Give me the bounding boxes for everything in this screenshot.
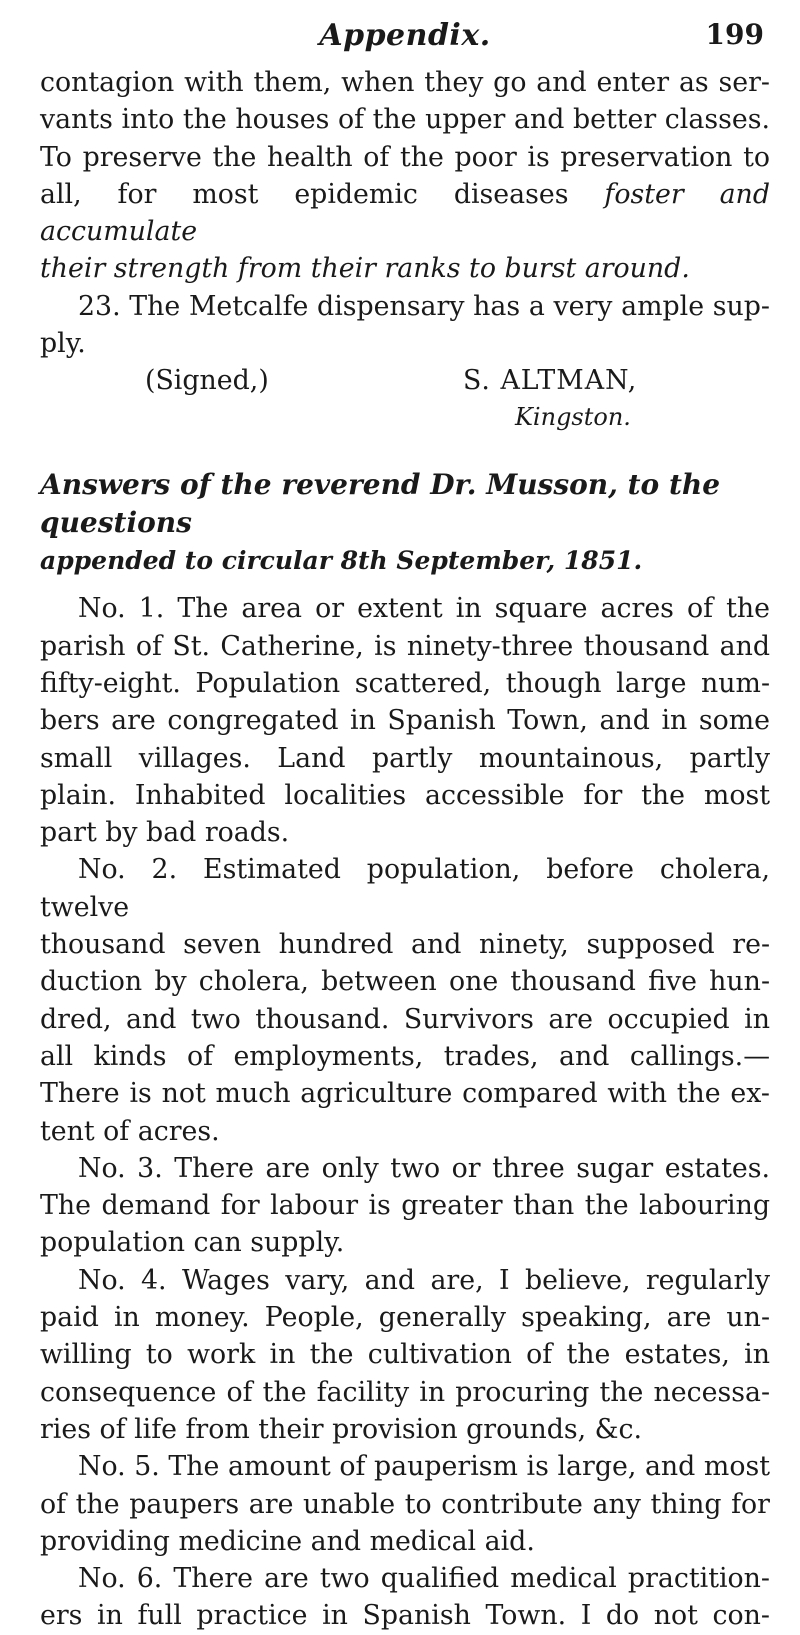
text-line: dred, and two thousand. Survivors are occupied in	[40, 1003, 770, 1035]
signatory-name: S. ALTMAN,	[463, 365, 638, 397]
text-line: No. 3. There are only two or three sugar estates.	[78, 1152, 770, 1184]
text-line: small villages. Land partly mountainous, partly	[40, 742, 770, 774]
section-heading	[40, 466, 770, 580]
heading-line: appended to circular 8th September, 1851.	[40, 546, 643, 576]
heading-line: Answers of the reverend Dr. Musson, to the questions	[40, 468, 721, 540]
text-line: No. 6. There are two qualified medical practition-	[78, 1563, 770, 1595]
text-line: fifty-eight. Population scattered, though large num-	[40, 667, 770, 699]
text-line: thousand seven hundred and ninety, supposed re-	[40, 929, 770, 961]
running-head	[40, 18, 770, 64]
signature-place-line	[40, 400, 770, 440]
text-line: contagion with them, when they go and enter as ser-	[40, 67, 770, 98]
text-line: duction by cholera, between one thousand five hun-	[40, 966, 770, 998]
text-line: their strength from their ranks to burst around.	[40, 253, 690, 285]
text-line: bers are congregated in Spanish Town, and in some	[40, 705, 770, 737]
text-run: all, for most epidemic diseases	[40, 178, 569, 210]
text-line: consequence of the facility in procuring the necessa-	[40, 1376, 770, 1408]
page-number: 199	[705, 18, 764, 51]
text-line: There is not much agriculture compared with the ex-	[40, 1078, 770, 1110]
answer-3	[40, 1150, 770, 1262]
answer-4	[40, 1262, 770, 1448]
text-line: ply.	[40, 328, 86, 360]
signed-label: (Signed,)	[145, 365, 269, 397]
intro-paragraph	[40, 64, 770, 288]
text-line: vants into the houses of the upper and better classes.	[40, 104, 770, 136]
text-line: all kinds of employments, trades, and callings.—	[40, 1040, 770, 1072]
running-title: Appendix.	[319, 18, 491, 53]
answer-1	[40, 590, 770, 851]
text-line: paid in money. People, generally speaking, are un-	[40, 1302, 770, 1334]
text-line: providing medicine and medical aid.	[40, 1525, 535, 1557]
document-page	[40, 18, 770, 1635]
text-line: part by bad roads.	[40, 817, 290, 849]
text-line: parish of St. Catherine, is ninety-three thousand and	[40, 630, 770, 662]
item-23	[40, 288, 770, 363]
signature-block	[40, 362, 770, 440]
text-line: ries of life from their provision grounds, &c.	[40, 1413, 643, 1445]
text-line: No. 5. The amount of pauperism is large, and most	[78, 1451, 770, 1483]
text-line: plain. Inhabited localities accessible for the most	[40, 779, 770, 811]
answer-2	[40, 851, 770, 1149]
text-line: No. 1. The area or extent in square acres of the	[78, 593, 770, 625]
text-line: No. 2. Estimated population, before cholera, twelve	[40, 854, 770, 923]
signatory-place: Kingston.	[515, 403, 631, 432]
text-line	[40, 176, 770, 251]
text-line: ers in full practice in Spanish Town. I do not con-	[40, 1600, 770, 1632]
answer-5	[40, 1448, 770, 1560]
signature-line	[40, 362, 770, 400]
text-line: 23. The Metcalfe dispensary has a very ample sup-	[78, 290, 770, 322]
text-line: The demand for labour is greater than the labouring	[40, 1190, 770, 1222]
italic-text-run: foster and accumulate	[40, 178, 770, 248]
answer-6	[40, 1560, 770, 1635]
text-line: No. 4. Wages vary, and are, I believe, regularly	[78, 1264, 770, 1296]
text-line: population can supply.	[40, 1227, 345, 1259]
text-line: tent of acres.	[40, 1115, 220, 1147]
text-line: willing to work in the cultivation of the estates, in	[40, 1339, 770, 1371]
text-line: of the paupers are unable to contribute any thing for	[40, 1488, 770, 1520]
text-line: To preserve the health of the poor is preservation to	[40, 141, 770, 173]
